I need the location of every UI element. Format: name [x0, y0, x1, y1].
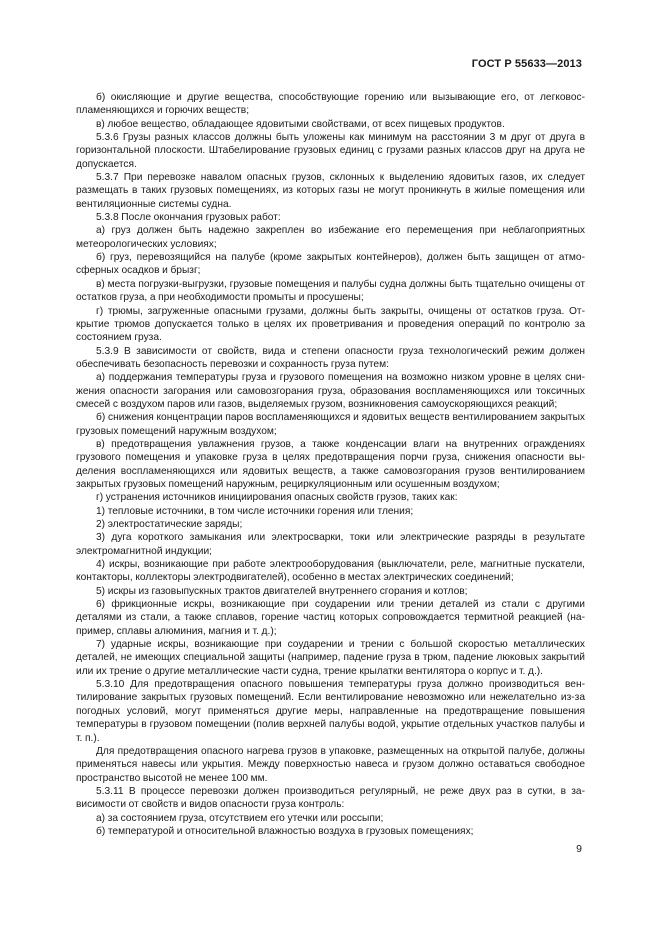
paragraph: б) температурой и относительной влажностью воздуха в грузовых помещениях;	[96, 825, 474, 837]
paragraph: в) предотвращения увлажнения грузов, а также конденсации влаги на внутренних ограждениях грузового помещения и упаковке груза в целях предотвращения порчи груза, снижения опасности выделения воспламеняющихся или ядовитых веществ, а также самовозгорания грузов вентилированием закрытых грузовых помещений наружным, рециркуляционным или осушенным воздухом;	[76, 438, 585, 490]
document-body	[76, 91, 585, 838]
paragraph: 5.3.8 После окончания грузовых работ:	[96, 212, 281, 224]
paragraph: 6) фрикционные искры, возникающие при соударении или трении деталей из стали с другими деталями из стали, а также сплавов, горение частиц которых сопровождается термитной реакцией (например, сплавы алюминия, магния и т. д.);	[76, 599, 585, 637]
paragraph: г) устранения источников инициирования опасных свойств грузов, таких как:	[96, 492, 458, 504]
document-number: ГОСТ Р 55633—2013	[471, 58, 582, 70]
paragraph: г) трюмы, загруженные опасными грузами, должны быть закрыты, очищены от остатков груза. Открытие трюмов допускается только в целях их проветривания и проведения операций по контролю за состоянием груза.	[76, 305, 585, 344]
page-number: 9	[576, 843, 582, 855]
paragraph: 4) искры, возникающие при работе электрооборудования (выключатели, реле, магнитные пускатели, контакторы, коллекторы электродвигателей), особенно в местах электрических соединений;	[76, 559, 585, 584]
paragraph: 5) искры из газовыпускных трактов двигателей внутреннего сгорания и котлов;	[96, 585, 468, 597]
paragraph: 1) тепловые источники, в том числе источники горения или тления;	[96, 505, 414, 517]
paragraph: 5.3.7 При перевозке навалом опасных грузов, склонных к выделению ядовитых газов, их следует размещать в таких грузовых помещениях, из которых газы не могут проникнуть в жилые помещения или вентиляционные системы судна.	[76, 172, 585, 210]
paragraph: а) поддержания температуры груза и грузового помещения на возможно низком уровне в целях снижения опасности загорания или самовозгорания груза, образования воспламеняющихся или токсичных смесей с воздухом паров или газов, выделяемых грузом, возникновения самоускоряющихся реакций;	[76, 372, 585, 410]
paragraph: 3) дуга короткого замыкания или электросварки, токи или электрические разряды в результате электромагнитной индукции;	[76, 532, 585, 557]
paragraph: а) груз должен быть надежно закреплен во избежание его перемещения при неблагоприятных метеорологических условиях;	[76, 225, 585, 250]
paragraph: 5.3.10 Для предотвращения опасного повышения температуры груза должно производиться вентилирование закрытых грузовых помещений. Если вентилирование невозможно или нежелательно из-за погодных условий, могут применяться другие меры, направленные на предотвращение повышения температуры в грузовом помещении (полив верхней палубы водой, укрытие отдельных участков палубы и т. п.).	[76, 679, 585, 744]
paragraph: 5.3.11 В процессе перевозки должен производиться регулярный, не реже двух раз в сутки, в зависимости от свойств и видов опасности груза контроль:	[76, 785, 585, 811]
paragraph: а) за состоянием груза, отсутствием его утечки или россыпи;	[96, 812, 384, 824]
paragraph: б) окисляющие и другие вещества, способствующие горению или вызывающие его, от легковоспламеняющихся и горючих веществ;	[76, 92, 585, 117]
paragraph: б) груз, перевозящийся на палубе (кроме закрытых контейнеров), должен быть защищен от атмосферных осадков и брызг;	[76, 252, 585, 277]
paragraph: в) любое вещество, обладающее ядовитыми свойствами, от всех пищевых продуктов.	[96, 118, 505, 130]
paragraph: 5.3.6 Грузы разных классов должны быть уложены как минимум на расстоянии 3 м друг от друга в горизонтальной плоскости. Штабелирование грузовых единиц с грузами разных классов друг на друга не допускается.	[76, 132, 585, 170]
paragraph: Для предотвращения опасного нагрева грузов в упаковке, размещенных на открытой палубе, должны применяться навесы или укрытия. Между поверхностью навеса и грузом должно оставаться свободное пространство высотой не менее 100 мм.	[76, 745, 585, 784]
paragraph: б) снижения концентрации паров воспламеняющихся и ядовитых веществ вентилированием закрытых грузовых помещений наружным воздухом;	[76, 412, 585, 437]
paragraph: 7) ударные искры, возникающие при соударении и трении с большой скоростью металлических деталей, не имеющих специальной защиты (например, падение груза в трюм, падение люковых закрытий или их трение о другие металлические части судна, трение крылатки вентилятора о корпус и т. д.).	[76, 639, 585, 677]
paragraph: в) места погрузки-выгрузки, грузовые помещения и палубы судна должны быть тщательно очищены от остатков груза, а при необходимости промыты и просушены;	[76, 278, 585, 304]
paragraph: 5.3.9 В зависимости от свойств, вида и степени опасности груза технологический режим должен обеспечивать безопасность перевозки и сохранность груза путем:	[76, 345, 585, 370]
paragraph: 2) электростатические заряды;	[96, 519, 243, 530]
